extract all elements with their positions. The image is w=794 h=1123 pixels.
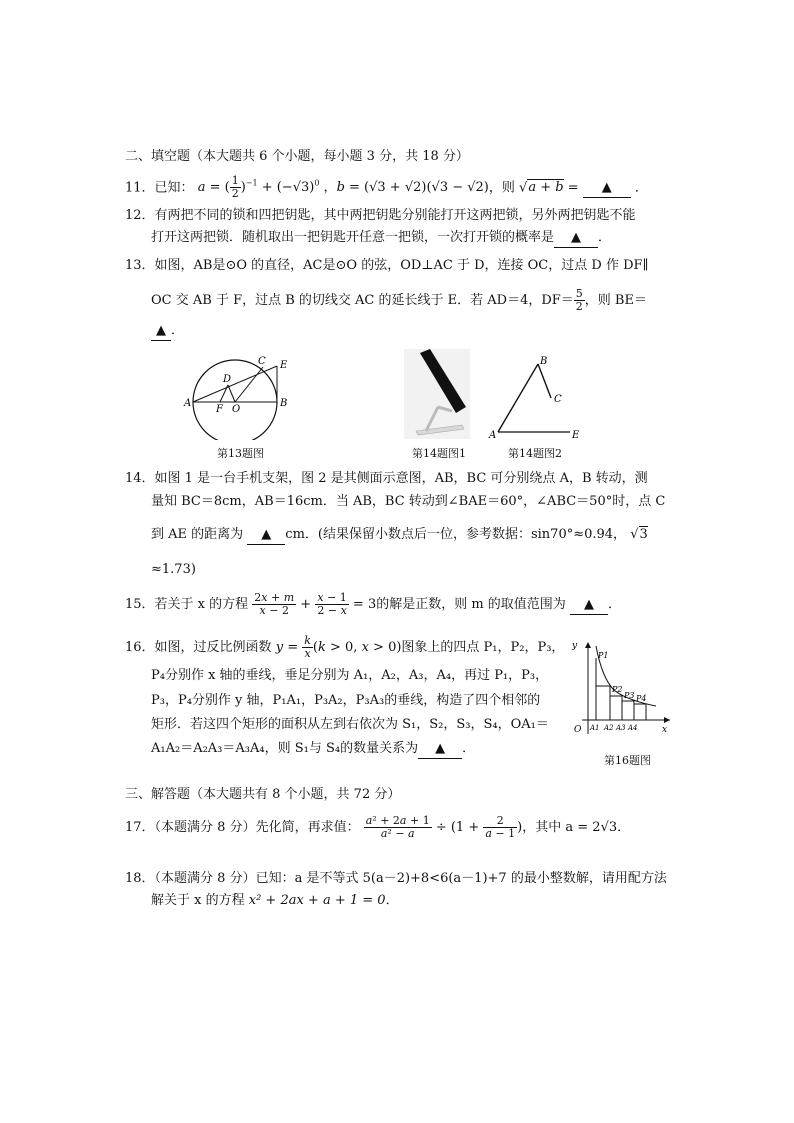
question-text: ，则 BE＝ — [584, 293, 647, 308]
question-text: 的解是正数，则 m 的取值范围为 — [376, 597, 566, 612]
figure-14-1-caption: 第14题图1 — [412, 447, 466, 460]
question-text: ，其中 — [522, 820, 562, 835]
question-16-line-5: A₁A₂＝A₂A₃＝A₃A₄，则 S₁与 S₄的数量关系为 ▲ ． — [151, 740, 475, 759]
answer-blank[interactable]: ▲ — [247, 526, 285, 545]
question-text: 有两把不同的锁和四把钥匙，其中两把钥匙分别能打开这两把锁，另外两把钥匙不能 — [154, 208, 636, 223]
question-text: 到 AE 的距离为 — [151, 527, 244, 542]
svg-text:A: A — [184, 398, 192, 409]
section-3-title: 三、解答题（本大题共有 8 个小题，共 72 分） — [125, 787, 401, 802]
question-number: 14． — [125, 471, 155, 486]
question-text: OC 交 AB 于 F，过点 B 的切线交 AC 的延长线于 E．若 AD＝4，DF＝ — [151, 293, 574, 308]
question-text: 量知 BC＝8cm，AB＝16cm．当 AB，BC 转动到∠BAE＝60°，∠ABC＝50°时，点 C — [151, 494, 666, 509]
svg-text:C: C — [554, 394, 562, 405]
svg-text:C: C — [258, 356, 266, 367]
svg-text:B: B — [280, 398, 288, 409]
question-13-line-1 — [125, 257, 649, 275]
svg-text:A3: A3 — [616, 724, 626, 732]
question-number: 18． — [125, 871, 155, 886]
svg-text:O: O — [574, 725, 582, 735]
question-14-line-4 — [151, 561, 196, 579]
question-text: P₃，P₄分别作 y 轴，P₁A₁，P₃A₂，P₃A₃的垂线，构造了四个相邻的 — [151, 693, 541, 708]
question-number: 11． — [125, 180, 155, 196]
svg-text:A2: A2 — [604, 724, 614, 732]
svg-text:P4: P4 — [636, 694, 647, 703]
formula-a: a = ( $\frac{1}{2}$ )$^{-1} + (-√3)^0$ ，b = (√3 + √2)(√3 − √2) — [197, 174, 489, 201]
question-text: 解关于 x 的方程 — [151, 893, 245, 908]
question-text: （本题满分 8 分）先化简，再求值： — [154, 820, 360, 835]
question-12-line-1 — [125, 207, 636, 225]
answer-blank[interactable]: ▲ — [583, 179, 631, 198]
question-number: 12． — [125, 208, 155, 223]
answer-blank[interactable]: ▲ — [151, 322, 171, 341]
equation: x² + 2ax + a + 1 = 0 — [248, 893, 386, 908]
question-text: cm．(结果保留小数点后一位，参考数据：sin70°≈0.94， — [285, 527, 627, 542]
question-14-line-3 — [151, 526, 648, 545]
svg-text:B: B — [540, 356, 548, 367]
question-number: 13． — [125, 258, 155, 273]
question-text: ≈1.73) — [151, 562, 196, 577]
figure-13-caption: 第13题图 — [217, 447, 264, 460]
fraction: $\frac{5}{2}$ — [575, 287, 583, 313]
figure-14-2-caption: 第14题图2 — [508, 447, 562, 460]
formula-sqrt: √a + b = — [519, 180, 583, 196]
question-text: 如图，AB是⊙O 的直径，AC是⊙O 的弦，OD⊥AC 于 D，连接 OC，过点 D 作 DF∥ — [154, 258, 649, 273]
question-text: 打开这两把锁．随机取出一把钥匙开任意一把锁，一次打开锁的概率是 — [151, 230, 555, 245]
question-13-line-2 — [151, 288, 647, 313]
question-14-line-2 — [151, 493, 665, 511]
question-14-line-1 — [125, 470, 648, 488]
section-2-title: 二、填空题（本大题共 6 个小题，每小题 3 分，共 18 分） — [125, 149, 469, 164]
value: a = 2√3 — [565, 820, 618, 835]
svg-text:O: O — [232, 404, 241, 415]
figure-16-caption: 第16题图 — [604, 754, 651, 767]
svg-text:P2: P2 — [612, 685, 623, 694]
svg-text:P1: P1 — [598, 651, 609, 660]
svg-text:A: A — [489, 430, 497, 441]
question-text: ，则 — [488, 180, 515, 196]
question-text: P₄分别作 x 轴的垂线，垂足分别为 A₁，A₂，A₃，A₄，再过 P₁，P₃， — [151, 668, 549, 683]
question-text: 矩形．若这四个矩形的面积从左到右依次为 S₁，S₂，S₃，S₄，OA₁＝ — [151, 717, 549, 732]
question-text: （本题满分 8 分）已知：a 是不等式 5(a－2)+8<6(a－1)+7 的最小整数解，请用配方法 — [154, 871, 667, 886]
svg-text:A4: A4 — [628, 724, 638, 732]
svg-text:x: x — [662, 725, 668, 735]
answer-blank[interactable]: ▲ — [554, 229, 598, 248]
question-text: 图象上的四点 P₁，P₂，P₃， — [401, 640, 565, 655]
question-number: 17． — [125, 820, 155, 835]
question-text: A₁A₂＝A₂A₃＝A₃A₄，则 S₁与 S₄的数量关系为 — [151, 741, 419, 756]
question-text: 已知： — [154, 180, 194, 196]
svg-text:A1: A1 — [590, 724, 600, 732]
svg-text:D: D — [223, 374, 232, 385]
svg-text:E: E — [280, 360, 288, 371]
answer-blank[interactable]: ▲ — [418, 740, 462, 759]
question-text: 如图 1 是一台手机支架，图 2 是其侧面示意图，AB，BC 可分别绕点 A，B 转动，测 — [154, 471, 648, 486]
svg-text:y: y — [572, 641, 578, 651]
figure-16-graph — [566, 638, 676, 738]
function-formula: y = $\frac{k}{x}$ (k > 0, x > 0) — [275, 634, 402, 660]
equation: $\frac{2x + m}{x - 2}$ + $\frac{x - 1}{2 - x}$ = 3 — [254, 591, 377, 617]
question-16-line-4 — [151, 716, 549, 734]
question-18-line-2: 解关于 x 的方程 x² + 2ax + a + 1 = 0． — [151, 893, 399, 908]
expression: $\frac{\text{a² + 2a + 1}}{\text{a² − a}}$ ÷ (1 + $\frac{2}{a - 1}$ ) — [365, 814, 523, 840]
question-15: 15．若关于 x 的方程 $\frac{2x + m}{x - 2}$ + $\frac{x - 1}{2 - x}$ = 3的解是正数，则 m 的取值范围为 ▲ ． — [125, 591, 621, 617]
sqrt-3: √3 — [630, 527, 648, 542]
figure-14-1-phone-stand-photo — [404, 349, 470, 439]
svg-text:E: E — [572, 430, 580, 441]
svg-text:F: F — [216, 404, 223, 415]
question-16-line-3 — [151, 692, 540, 710]
question-number: 16． — [125, 640, 155, 655]
question-17: 17．（本题满分 8 分）先化简，再求值： $\frac{\text{a² + 2a + 1}}{\text{a² − a}}$ ÷ (1 + $\frac{2}{a - 1}$ )，其中 a = 2√3． — [125, 814, 631, 840]
question-18-line-1 — [125, 870, 667, 888]
question-text: 若关于 x 的方程 — [154, 597, 249, 612]
answer-blank[interactable]: ▲ — [570, 596, 608, 615]
question-16-line-2 — [151, 667, 548, 685]
figure-13-circle-diagram — [180, 350, 300, 440]
question-12-line-2: 打开这两把锁．随机取出一把钥匙开任意一把锁，一次打开锁的概率是 ▲ ． — [151, 229, 611, 248]
question-11: 11．已知： a = ( $\frac{1}{2}$ )$^{-1} + (-√3)^0$ ，b = (√3 + √2)(√3 − √2)，则 √a + b = ▲ ． — [125, 174, 648, 201]
question-text: 如图，过反比例函数 — [154, 640, 272, 655]
question-16-line-1 — [125, 635, 564, 660]
question-number: 15． — [125, 597, 155, 612]
svg-text:P3: P3 — [624, 691, 635, 700]
figure-14-2-side-diagram — [488, 352, 584, 442]
question-13-line-3: ▲ ． — [151, 322, 184, 341]
